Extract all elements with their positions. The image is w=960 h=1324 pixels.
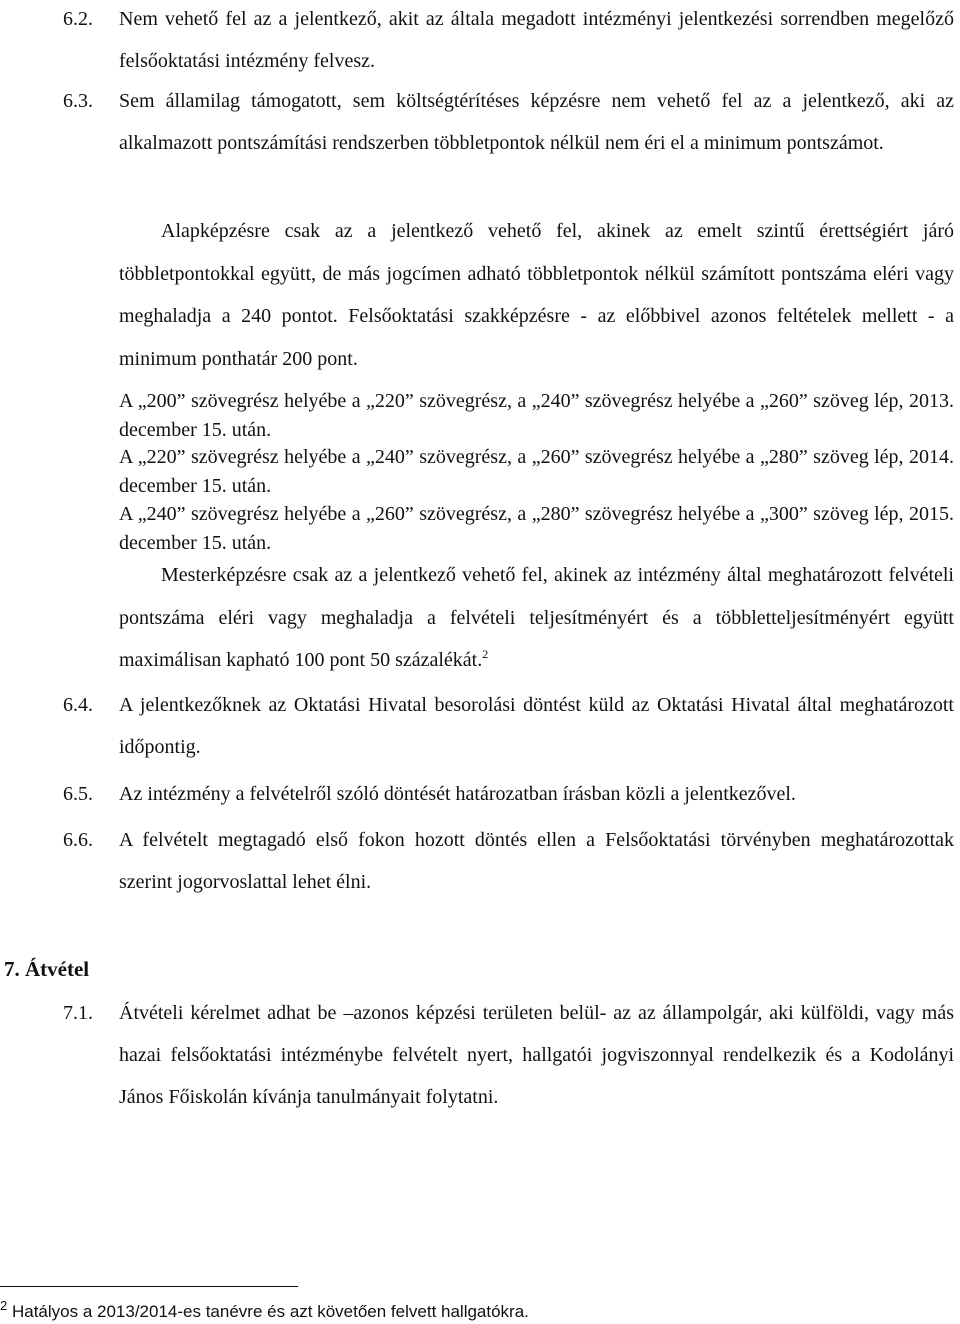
- amendment-note-2015: A „240” szövegrész helyébe a „260” szövegrész, a „280” szövegrész helyébe a „300” szöveg lép, 2015. december 15. után.: [119, 503, 954, 554]
- item-6-2: [63, 0, 954, 82]
- paragraph-mesterkepzes: [119, 554, 954, 682]
- item-6-3: [63, 80, 954, 164]
- footnote: [0, 1294, 529, 1324]
- item-text: Az intézmény a felvételről szóló döntését határozatban írásban közli a jelentkezővel.: [119, 783, 796, 805]
- mesterkepzes-text: Mesterképzésre csak az a jelentkező vehető fel, akinek az intézmény által meghatározott felvételi pontszáma eléri vagy meghaladja a felvételi teljesítményért és a többletteljesítményért együtt maximálisan kapható 100 pont 50 százalékát.: [119, 564, 954, 671]
- paragraph-alapkepzes: Alapképzésre csak az a jelentkező vehető fel, akinek az emelt szintű érettségiért járó többletpontokkal együtt, de más jogcímen adható többletpontok nélkül számított pontszáma eléri vagy meghaladja a 240 pontot. Felsőoktatási szakképzésre - az előbbivel azonos feltételek mellett - a minimum ponthatár 200 pont.: [119, 220, 954, 370]
- item-6-4: [63, 684, 954, 768]
- amendment-note-2013: A „200” szövegrész helyébe a „220” szövegrész, a „240” szövegrész helyébe a „260” szöveg lép, 2013. december 15. után.: [119, 390, 954, 441]
- item-text: A jelentkezőknek az Oktatási Hivatal besorolási döntést küld az Oktatási Hivatal által meghatározott időpontig.: [119, 694, 954, 758]
- item-number: 7.1.: [63, 1002, 93, 1024]
- item-text: Sem államilag támogatott, sem költségtérítéses képzésre nem vehető fel az a jelentkező, aki az alkalmazott pontszámítási rendszerben többletpontok nélkül nem éri el a minimum pontszámot.: [119, 90, 954, 154]
- item-number: 6.6.: [63, 829, 93, 851]
- footnote-reference[interactable]: 2: [482, 647, 489, 661]
- item-text: Nem vehető fel az a jelentkező, akit az általa megadott intézményi jelentkezési sorrendben megelőző felsőoktatási intézmény felvesz.: [119, 8, 954, 72]
- footnote-text: Hatályos a 2013/2014-es tanévre és azt követően felvett hallgatókra.: [11, 1302, 529, 1321]
- item-number: 6.5.: [63, 783, 93, 805]
- item-number: 6.3.: [63, 90, 93, 112]
- item-7-1: [63, 992, 954, 1118]
- footnote-separator: [0, 1286, 298, 1287]
- item-text: Átvételi kérelmet adhat be –azonos képzési területen belül- az az állampolgár, aki külföldi, vagy más hazai felsőoktatási intézménybe felvételt nyert, hallgatói jogviszonnyal rendelkezik és a Kodolányi János Főiskolán kívánja tanulmányait folytatni.: [119, 1002, 954, 1108]
- item-6-6: [63, 819, 954, 903]
- amendment-note-2014: A „220” szövegrész helyébe a „240” szövegrész, a „260” szövegrész helyébe a „280” szöveg lép, 2014. december 15. után.: [119, 446, 954, 497]
- item-number: 6.4.: [63, 694, 93, 716]
- item-text: A felvételt megtagadó első fokon hozott döntés ellen a Felsőoktatási törvényben meghatározottak szerint jogorvoslattal lehet élni.: [119, 829, 954, 893]
- item-number: 6.2.: [63, 8, 93, 30]
- item-6-5: [63, 773, 954, 815]
- footnote-mark: 2: [0, 1298, 8, 1313]
- section-heading: 7. Átvétel: [4, 957, 90, 981]
